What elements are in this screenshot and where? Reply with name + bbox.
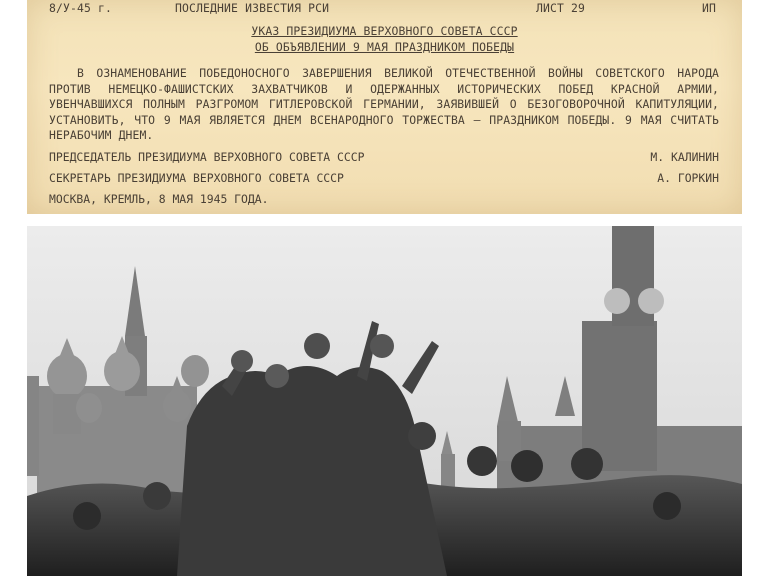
place-and-date: МОСКВА, КРЕМЛЬ, 8 МАЯ 1945 ГОДА. [49,192,269,206]
document-mark: ИП [702,1,717,15]
document-reference: 8/У-45 г. [49,1,113,15]
decree-title: УКАЗ ПРЕЗИДИУМА ВЕРХОВНОГО СОВЕТА СССР [251,24,518,38]
clock-face-icon [604,288,630,314]
document-source: ПОСЛЕДНИЕ ИЗВЕСТИЯ РСИ [175,1,330,15]
decree-subtitle: ОБ ОБЪЯВЛЕНИИ 9 МАЯ ПРАЗДНИКОМ ПОБЕДЫ [254,40,515,54]
decree-telegram-sheet [27,0,742,214]
decree-body: В ОЗНАМЕНОВАНИЕ ПОБЕДОНОСНОГО ЗАВЕРШЕНИЯ ВЕЛИКОЙ ОТЕЧЕСТВЕННОЙ ВОЙНЫ СОВЕТСКОГО НАРОДА ПРОТИВ НЕМЕЦКО-ФАШИСТСКИХ ЗАХВАТЧИКОВ И ОДЕРЖАННЫХ ИСТОРИЧЕСКИХ ПОБЕД КРАСНОЙ АРМИИ, УВЕНЧАВШИХСЯ ПОЛНЫМ РАЗГРОМОМ ГИТЛЕРОВСКОЙ ГЕРМАНИИ, ЗАЯВИВШЕЙ О БЕЗОГОВОРОЧНОЙ КАПИТУЛЯЦИИ, УСТАНОВИТЬ, ЧТО 9 МАЯ ЯВЛЯЕТСЯ ДНЕМ ВСЕНАРОДНОГО ТОРЖЕСТВА – ПРАЗДНИКОМ ПОБЕДЫ. 9 МАЯ СЧИТАТЬ НЕРАБОЧИМ ДНЕМ. [49,66,719,143]
signature-role: ПРЕДСЕДАТЕЛЬ ПРЕЗИДИУМА ВЕРХОВНОГО СОВЕТА СССР [49,150,365,164]
signature-name: А. ГОРКИН [657,171,719,185]
signature-role: СЕКРЕТАРЬ ПРЕЗИДИУМА ВЕРХОВНОГО СОВЕТА СССР [49,171,344,185]
sheet-number: ЛИСТ 29 [536,1,586,15]
victory-day-photograph [27,226,742,576]
photo-illustration [27,226,742,576]
signature-name: М. КАЛИНИН [650,150,719,164]
